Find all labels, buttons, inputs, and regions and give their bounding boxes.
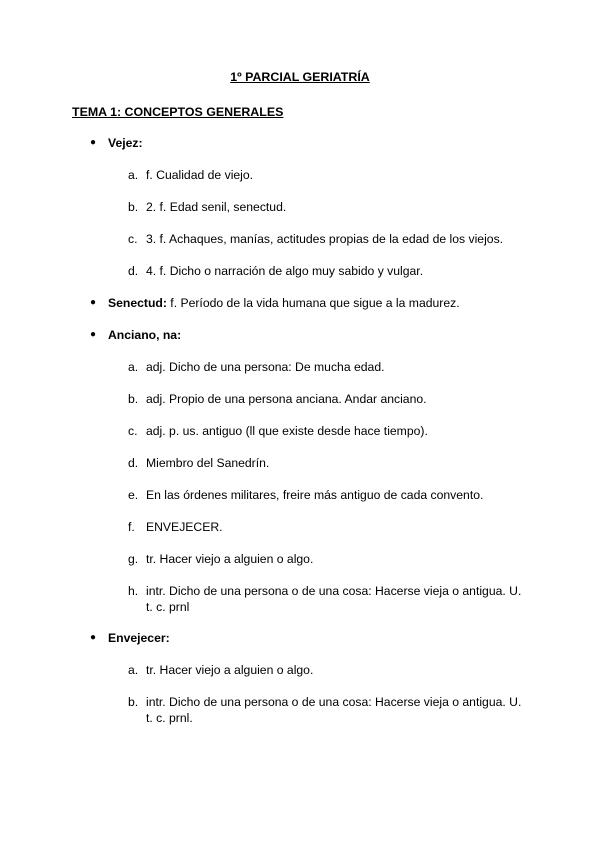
term-label: Vejez: (108, 136, 143, 150)
list-item: intr. Dicho de una persona o de una cosa: Hacerse vieja o antigua. U. t. c. prnl (146, 584, 522, 614)
list-letter: a. (128, 663, 139, 677)
list-item: 4. f. Dicho o narración de algo muy sabido y vulgar. (146, 264, 424, 278)
list-letter: c. (128, 424, 138, 438)
bullet-icon: ● (90, 137, 97, 148)
list-letter: e. (128, 488, 139, 502)
bullet-icon: ● (90, 632, 97, 643)
list-item: adj. Dicho de una persona: De mucha edad. (146, 360, 385, 374)
term-definition: f. Período de la vida humana que sigue a la madurez. (166, 296, 460, 310)
document-title: 1º PARCIAL GERIATRÍA (230, 70, 370, 84)
list-letter: g. (128, 552, 139, 566)
term-label: Anciano, na: (108, 328, 182, 342)
list-item: f. Cualidad de viejo. (146, 168, 254, 182)
term-envejecer (108, 630, 170, 646)
list-letter: d. (128, 456, 139, 470)
list-letter: b. (128, 392, 139, 406)
list-item: 3. f. Achaques, manías, actitudes propias de la edad de los viejos. (146, 232, 504, 246)
list-item: 2. f. Edad senil, senectud. (146, 200, 287, 214)
list-item: tr. Hacer viejo a alguien o algo. (146, 552, 314, 566)
bullet-icon: ● (90, 297, 97, 308)
list-letter: a. (128, 360, 139, 374)
list-letter: b. (128, 695, 139, 709)
term-vejez (108, 135, 143, 151)
list-item: ENVEJECER. (146, 520, 223, 534)
list-item: adj. p. us. antiguo (ll que existe desde hace tiempo). (146, 424, 428, 438)
list-item: Miembro del Sanedrín. (146, 456, 270, 470)
list-letter: f. (128, 520, 135, 534)
list-letter: c. (128, 232, 138, 246)
list-item: tr. Hacer viejo a alguien o algo. (146, 663, 314, 677)
list-letter: h. (128, 584, 139, 598)
term-label: Senectud: (108, 296, 167, 310)
list-item: En las órdenes militares, freire más antiguo de cada convento. (146, 488, 484, 502)
list-item: intr. Dicho de una persona o de una cosa: Hacerse vieja o antigua. U. t. c. prnl. (146, 695, 522, 725)
list-letter: a. (128, 168, 139, 182)
bullet-icon: ● (90, 329, 97, 340)
list-letter: d. (128, 264, 139, 278)
term-label: Envejecer: (108, 631, 170, 645)
term-anciano (108, 327, 181, 343)
list-item: adj. Propio de una persona anciana. Andar anciano. (146, 392, 427, 406)
list-letter: b. (128, 200, 139, 214)
topic-heading: TEMA 1: CONCEPTOS GENERALES (72, 105, 284, 119)
term-senectud (108, 295, 460, 311)
